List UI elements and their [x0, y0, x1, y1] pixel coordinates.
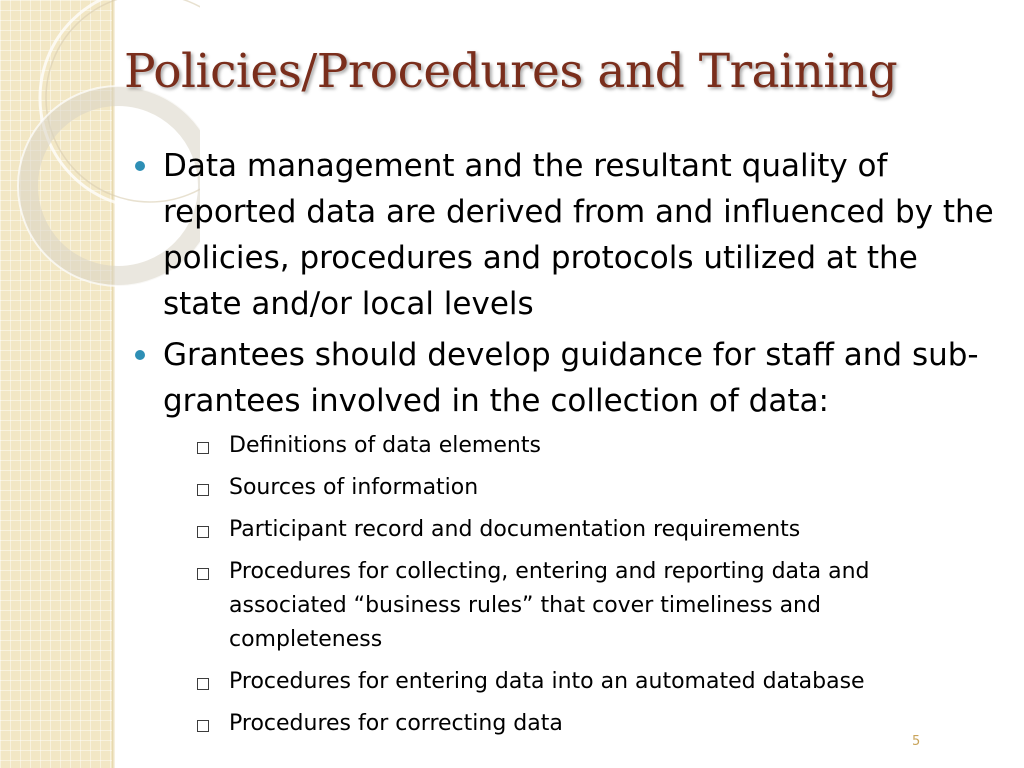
- sub-bullet-text: Procedures for correcting data: [229, 711, 563, 736]
- sub-bullet-item: [197, 707, 977, 741]
- square-bullet-icon: [197, 720, 209, 732]
- bullet-item: [131, 332, 1001, 424]
- slide-title: Policies/Procedures and Training: [124, 44, 898, 99]
- square-bullet-icon: [197, 526, 209, 538]
- sub-bullet-item: [197, 471, 977, 505]
- sub-bullet-text: Definitions of data elements: [229, 433, 541, 458]
- square-bullet-icon: [197, 442, 209, 454]
- square-bullet-icon: [197, 484, 209, 496]
- sub-bullet-item: [197, 555, 977, 657]
- slide-body: [131, 143, 1001, 749]
- square-bullet-icon: [197, 678, 209, 690]
- sub-bullet-text: Participant record and documentation requirements: [229, 517, 801, 542]
- bullet-item: [131, 143, 1001, 327]
- slide-number: 5: [912, 734, 921, 749]
- bullet-dot-icon: [135, 161, 145, 171]
- sub-bullet-item: [197, 429, 977, 463]
- sub-bullet-item: [197, 665, 977, 699]
- sub-bullet-text: Procedures for entering data into an automated database: [229, 669, 865, 694]
- sub-bullet-text: Procedures for collecting, entering and reporting data and associated “business rules” that cover timeliness and completeness: [229, 559, 870, 652]
- bullet-text: Data management and the resultant quality of reported data are derived from and influenced by the policies, procedures and protocols utilized at the state and/or local levels: [163, 148, 994, 322]
- square-bullet-icon: [197, 568, 209, 580]
- sub-bullet-text: Sources of information: [229, 475, 479, 500]
- sub-bullet-list: [197, 429, 977, 741]
- bullet-dot-icon: [135, 350, 145, 360]
- bullet-text: Grantees should develop guidance for staff and sub-grantees involved in the collection of data:: [163, 337, 979, 419]
- sub-bullet-item: [197, 513, 977, 547]
